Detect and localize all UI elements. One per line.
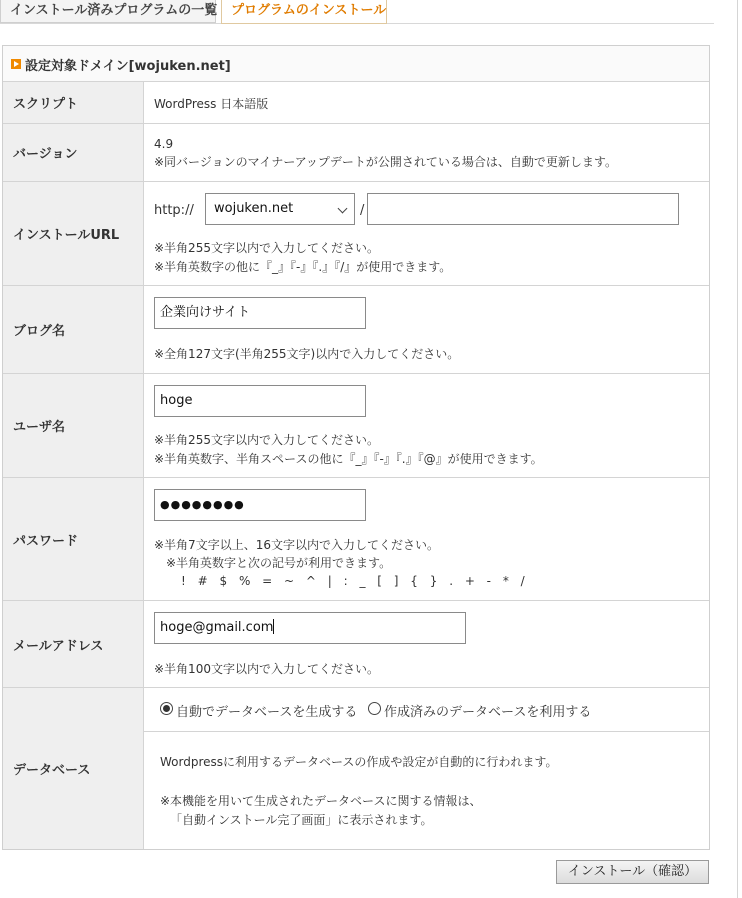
row-blog-name: [3, 286, 709, 374]
label-version: バージョン: [3, 124, 144, 181]
option-existing-database-label[interactable]: 作成済みのデータベースを利用する: [384, 705, 592, 720]
panel-header: [3, 46, 709, 82]
password-input[interactable]: ●●●●●●●●: [154, 489, 366, 521]
email-input[interactable]: [154, 612, 466, 644]
install-form-panel: [2, 45, 710, 850]
option-auto-database-label[interactable]: 自動でデータベースを生成する: [176, 705, 358, 720]
version-note: ※同バージョンのマイナーアップデートが公開されている場合は、自動で更新します。: [154, 155, 617, 169]
install-url-note-2: ※半角英数字の他に『_』『-』『.』『/』が使用できます。: [154, 260, 452, 274]
password-note-1: ※半角7文字以上、16文字以内で入力してください。: [154, 538, 439, 552]
row-password: [3, 478, 709, 601]
label-script: スクリプト: [3, 82, 144, 123]
user-name-input[interactable]: hoge: [154, 385, 366, 417]
install-confirm-button[interactable]: インストール（確認）: [556, 860, 709, 884]
database-options: [144, 688, 709, 732]
url-slash: /: [360, 203, 365, 218]
tab-install-program[interactable]: プログラムのインストール: [221, 0, 387, 24]
blog-name-note: ※全角127文字(半角255文字)以内で入力してください。: [154, 347, 460, 361]
user-name-note-2: ※半角英数字、半角スペースの他に『_』『-』『.』『@』が使用できます。: [154, 452, 543, 466]
tab-bar: [0, 0, 714, 24]
version-value: 4.9: [154, 137, 174, 151]
database-note-2: 「自動インストール完了画面」に表示されます。: [170, 813, 433, 827]
label-user-name: ユーザ名: [3, 374, 144, 477]
install-url-note-1: ※半角255文字以内で入力してください。: [154, 241, 379, 255]
database-description: Wordpressに利用するデータベースの作成や設定が自動的に行われます。: [160, 755, 558, 769]
row-script: [3, 82, 709, 124]
script-value: WordPress 日本語版: [154, 97, 269, 111]
label-blog-name: ブログ名: [3, 286, 144, 373]
domain-select-value: wojuken.net: [214, 201, 294, 216]
email-value: hoge@gmail.com: [160, 620, 274, 635]
radio-existing-database[interactable]: [368, 702, 381, 715]
domain-select[interactable]: [205, 193, 355, 225]
blog-name-input[interactable]: 企業向けサイト: [154, 297, 366, 329]
panel-title: 設定対象ドメイン[wojuken.net]: [25, 59, 231, 74]
database-note-1: ※本機能を用いて生成されたデータベースに関する情報は、: [160, 794, 482, 808]
email-note: ※半角100文字以内で入力してください。: [154, 662, 379, 676]
right-divider: [737, 0, 738, 898]
row-install-url: [3, 182, 709, 286]
label-install-url: インストールURL: [3, 182, 144, 285]
user-name-note-1: ※半角255文字以内で入力してください。: [154, 433, 379, 447]
row-database: [3, 688, 709, 849]
password-note-2: ※半角英数字と次の記号が利用できます。: [166, 556, 392, 570]
row-user-name: [3, 374, 709, 478]
row-version: [3, 124, 709, 182]
arrow-bullet-icon: [11, 59, 21, 69]
tab-installed-programs[interactable]: インストール済みプログラムの一覧: [0, 0, 216, 23]
radio-auto-database[interactable]: [160, 702, 173, 715]
chevron-down-icon: [338, 204, 348, 214]
row-email: [3, 601, 709, 688]
password-symbols: ! # $ % = ~ ^ | : _ [ ] { } . + - * /: [181, 574, 529, 588]
label-database: データベース: [3, 688, 144, 849]
label-password: パスワード: [3, 478, 144, 600]
install-path-input[interactable]: [367, 193, 679, 225]
url-prefix: http://: [154, 203, 194, 218]
text-cursor: [273, 619, 274, 634]
label-email: メールアドレス: [3, 601, 144, 687]
